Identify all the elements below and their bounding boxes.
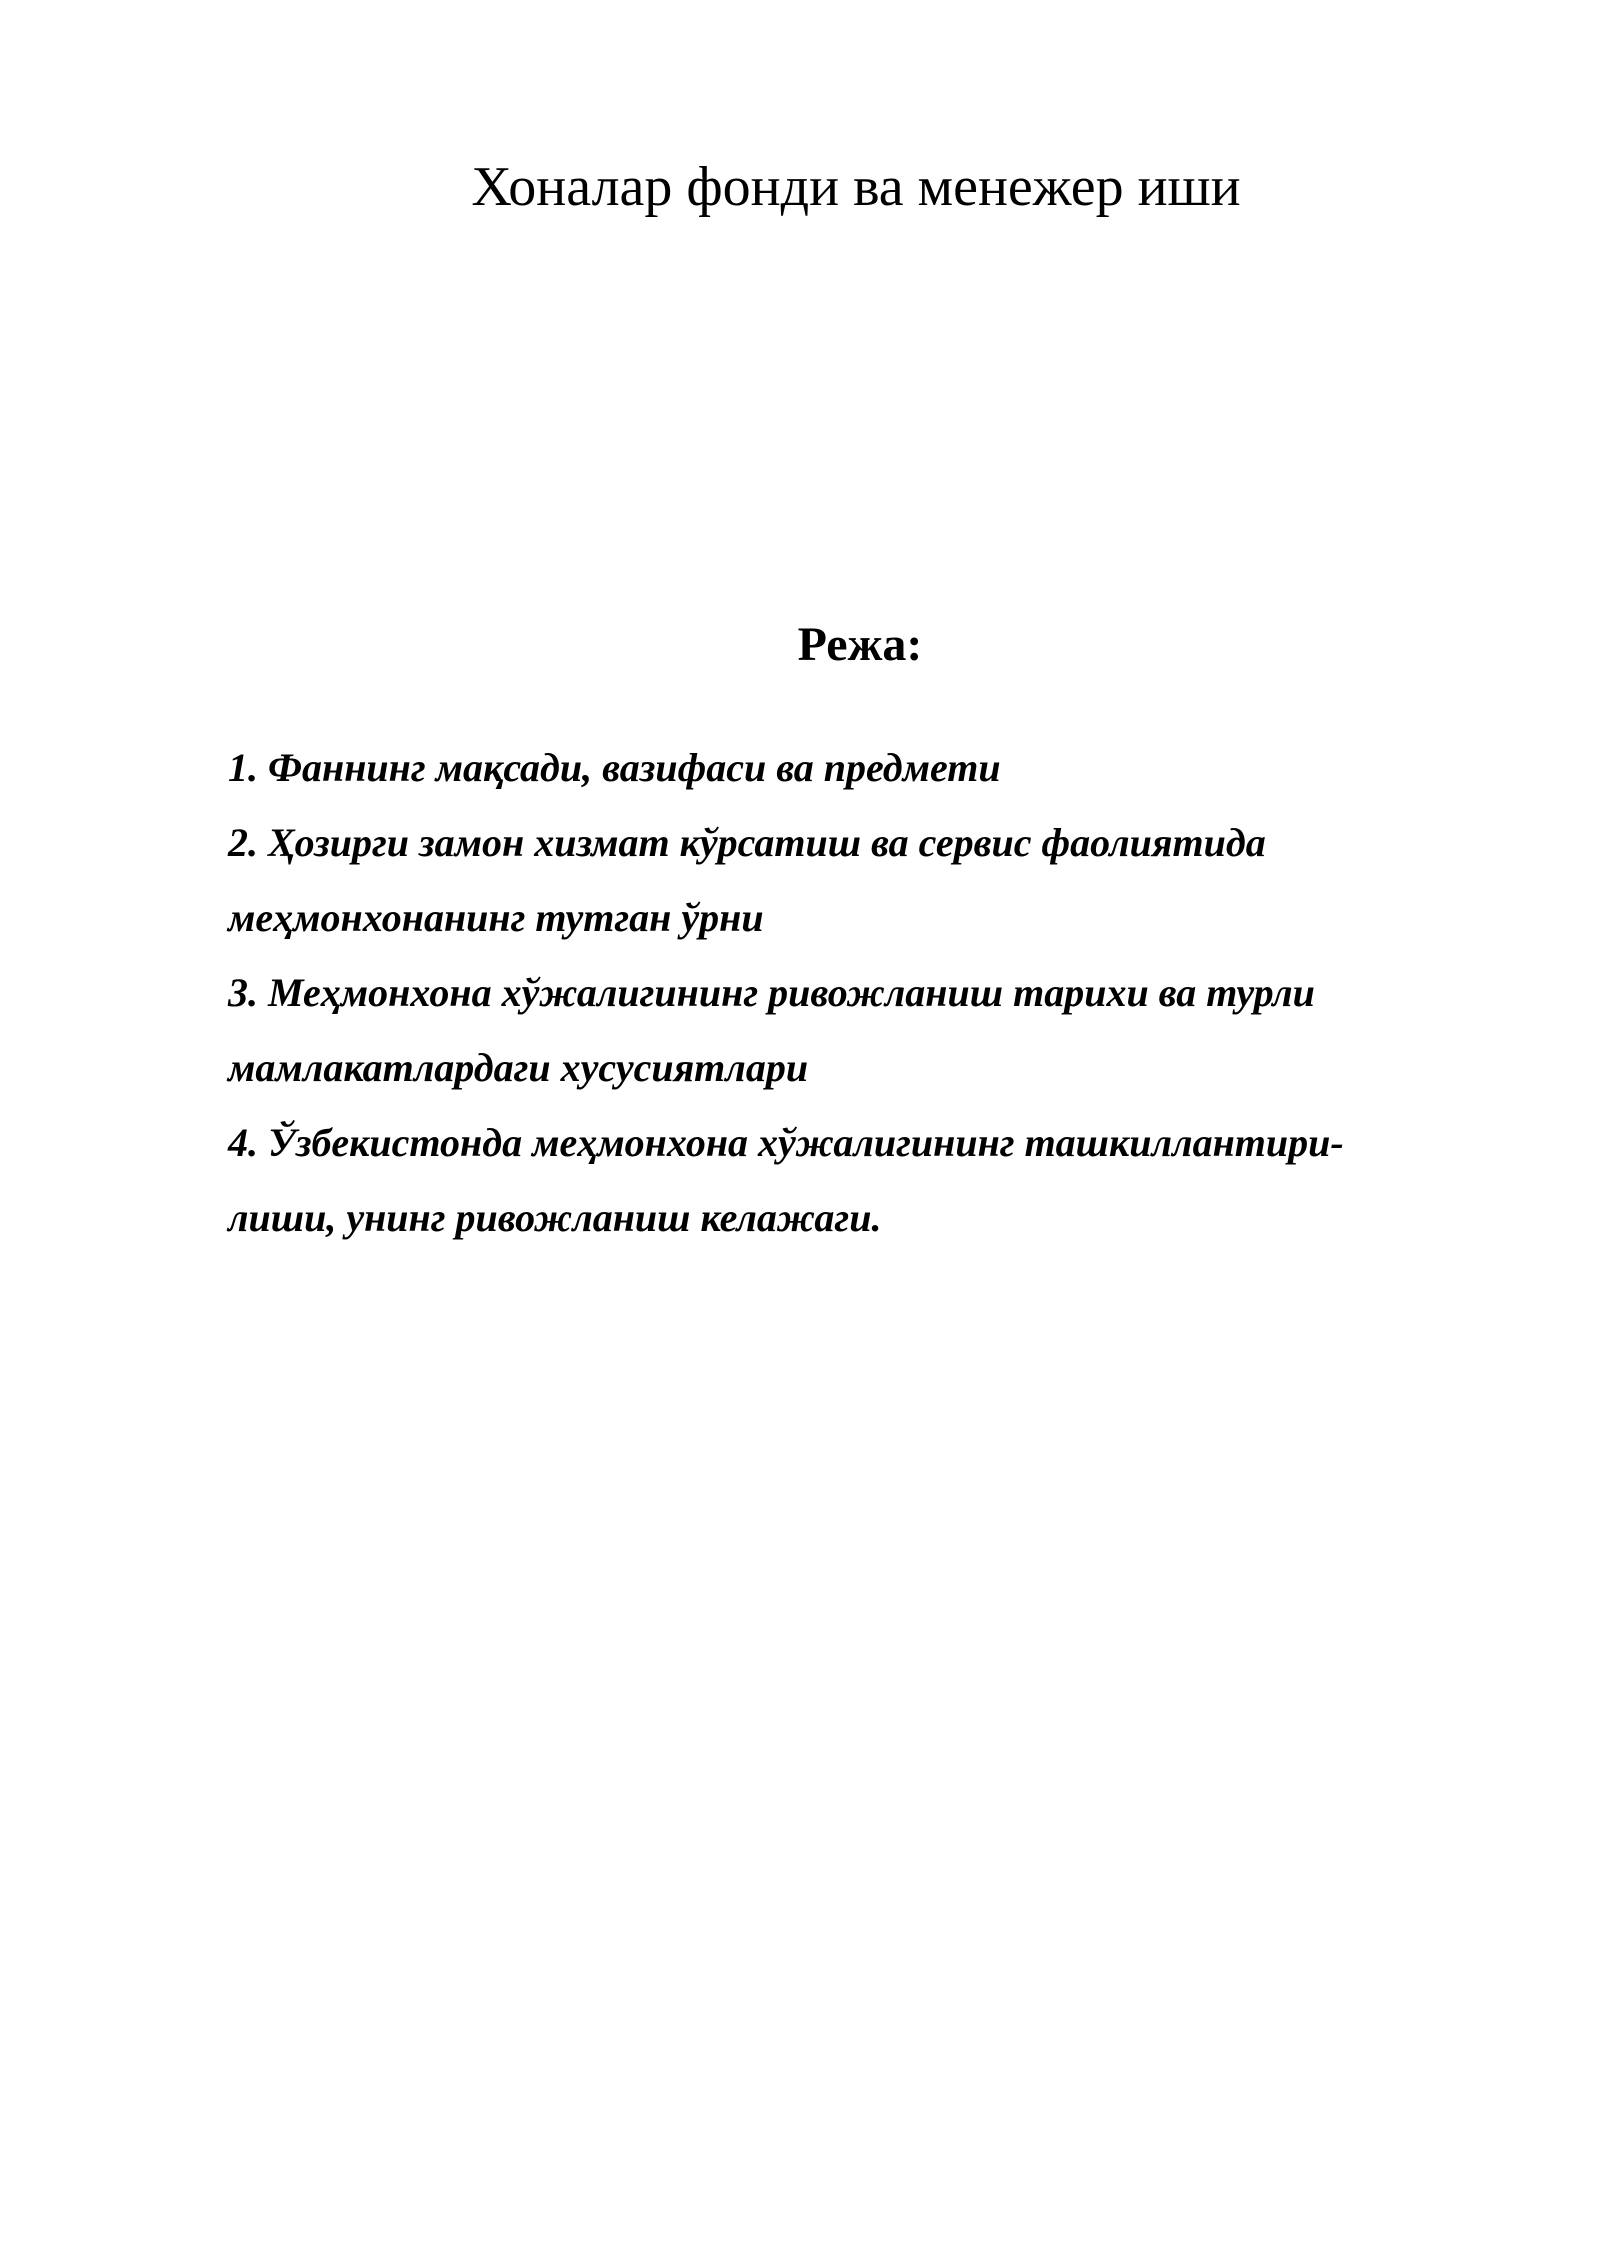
- plan-item-3: 3. Меҳмонхона хўжалигининг ривожланиш тарихи ва турли: [228, 970, 1315, 1015]
- plan-item-4: 4. Ўзбекистонда меҳмонхона хўжалигининг ташкиллантири-: [228, 1120, 1344, 1165]
- plan-item-3-continuation: мамлакатлардаги хусусиятлари: [228, 1045, 809, 1090]
- plan-heading: Режа:: [797, 618, 923, 671]
- plan-item-2: 2. Ҳозирги замон хизмат кўрсатиш ва сервис фаолиятида: [228, 820, 1266, 865]
- document-title: Хоналар фонди ва менежер иши: [471, 156, 1241, 218]
- plan-item-4-continuation: лиши, унинг ривожланиш келажаги.: [228, 1195, 882, 1240]
- plan-list: [228, 730, 1508, 1255]
- plan-item-2-continuation: меҳмонхонанинг тутган ўрни: [228, 895, 764, 940]
- plan-item-1: 1. Фаннинг мақсади, вазифаси ва предмети: [228, 745, 1001, 790]
